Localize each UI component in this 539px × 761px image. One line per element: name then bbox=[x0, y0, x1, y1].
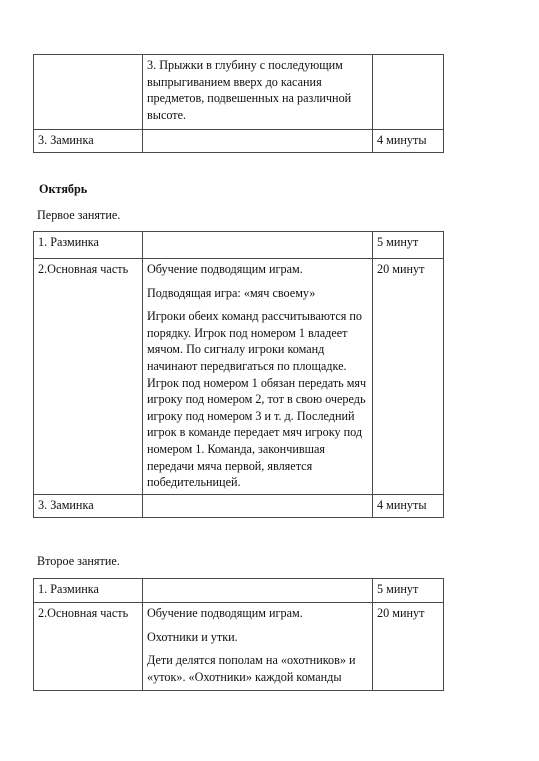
table-row bbox=[34, 259, 444, 495]
table-cell bbox=[143, 603, 373, 691]
table-cell: 20 минут bbox=[373, 259, 444, 495]
cell-paragraph: Подводящая игра: «мяч своему» bbox=[147, 285, 316, 300]
table-row bbox=[34, 55, 444, 130]
table-cell bbox=[143, 232, 373, 259]
table-cell: 2.Основная часть bbox=[34, 259, 143, 495]
cell-paragraph: Охотники и утки. bbox=[147, 629, 238, 644]
table-cell: 20 минут bbox=[373, 603, 444, 691]
table-cell: 4 минуты bbox=[373, 494, 444, 517]
table-row bbox=[34, 579, 444, 603]
cell-paragraph: Дети делятся пополам на «охотников» и «уток». «Охотники» каждой команды bbox=[147, 653, 356, 684]
month-heading: Октябрь bbox=[39, 182, 88, 196]
table-row bbox=[34, 494, 444, 517]
table-cell: 3. Заминка bbox=[34, 494, 143, 517]
table-row bbox=[34, 130, 444, 153]
table-cell: 3. Заминка bbox=[34, 130, 143, 153]
table-cell: 4 минуты bbox=[373, 130, 444, 153]
lesson-2-table bbox=[33, 578, 444, 691]
exercise-table-continued bbox=[33, 54, 444, 153]
table-cell bbox=[143, 579, 373, 603]
table-cell: 2.Основная часть bbox=[34, 603, 143, 691]
table-row bbox=[34, 232, 444, 259]
cell-paragraph: Обучение подводящим играм. bbox=[147, 262, 303, 276]
lesson-title: Второе занятие. bbox=[37, 554, 120, 568]
table-cell bbox=[143, 259, 373, 495]
table-row bbox=[34, 603, 444, 691]
cell-paragraph: Игроки обеих команд рассчитываются по порядку. Игрок под номером 1 владеет мячом. По сигналу игроки команд начинают передвигаться по площадке. Игрок под номером 1 обязан передать мяч игроку под номером 2, тот в свою очередь игроку под номером 3 и т. д. Последний игрок в команде передает мяч игроку под номером 1. Команда, закончившая передачи мяча первой, является победительницей. bbox=[147, 309, 367, 490]
table-cell: 5 минут bbox=[373, 232, 444, 259]
table-cell bbox=[34, 55, 143, 130]
table-cell bbox=[143, 494, 373, 517]
cell-paragraph: Обучение подводящим играм. bbox=[147, 606, 303, 620]
table-cell bbox=[373, 55, 444, 130]
table-cell: 1. Разминка bbox=[34, 579, 143, 603]
table-cell: 3. Прыжки в глубину с последующим выпрыгиванием вверх до касания предметов, подвешенных на различной высоте. bbox=[143, 55, 373, 130]
table-cell: 1. Разминка bbox=[34, 232, 143, 259]
lesson-1-table bbox=[33, 231, 444, 518]
table-cell bbox=[143, 130, 373, 153]
table-cell: 5 минут bbox=[373, 579, 444, 603]
lesson-title: Первое занятие. bbox=[37, 208, 121, 222]
